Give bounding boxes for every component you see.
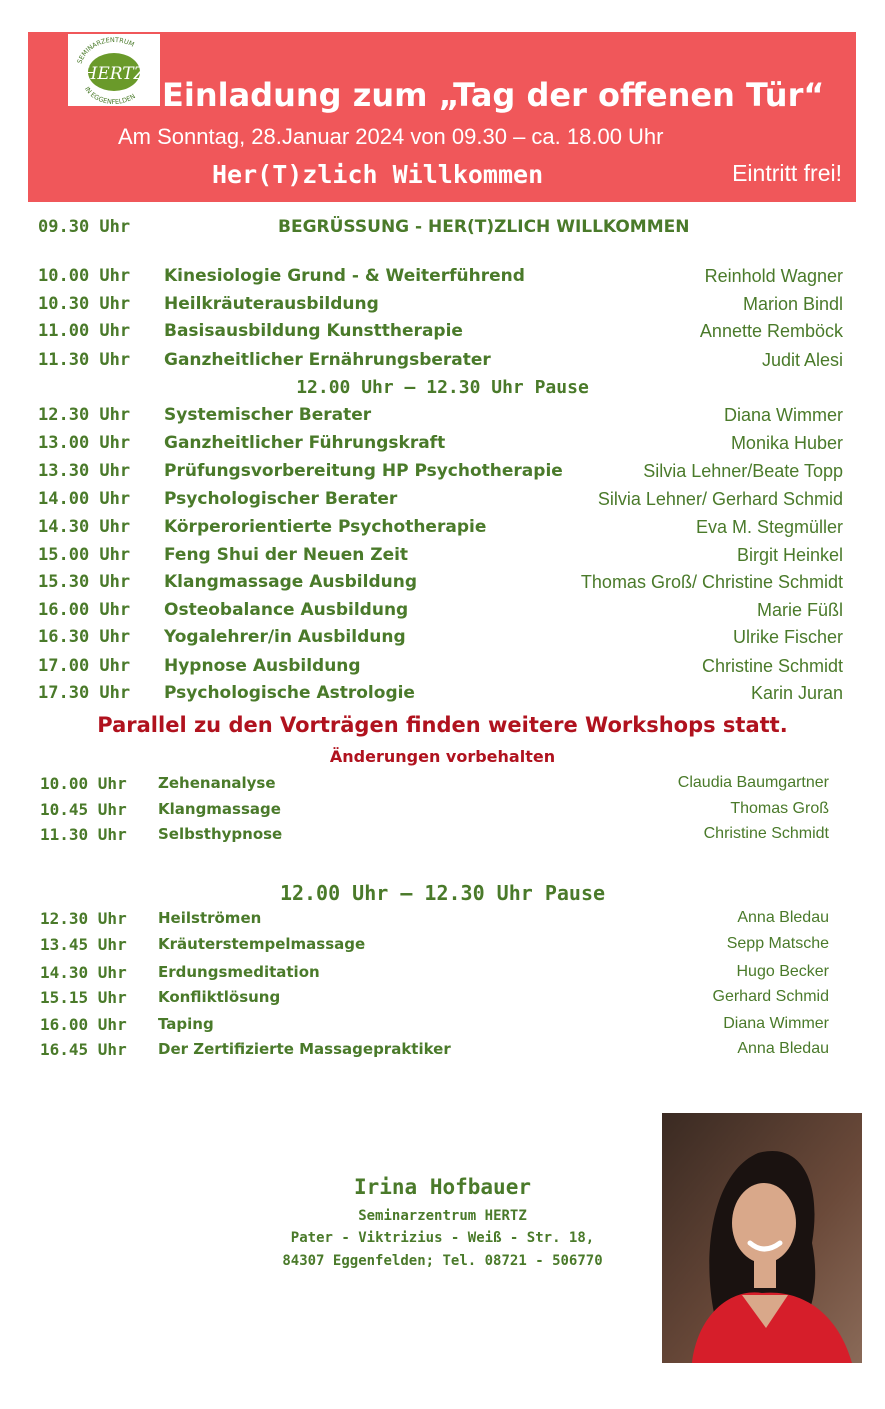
lecture-topic: Klangmassage Ausbildung — [164, 572, 417, 592]
lecture-row — [0, 517, 885, 541]
changes-reserved-note: Änderungen vorbehalten — [329, 747, 556, 766]
workshop-speaker: Anna Bledau — [737, 909, 829, 926]
lecture-topic: Prüfungsvorbereitung HP Psychotherapie — [164, 461, 563, 481]
logo-graphic — [68, 34, 160, 106]
lecture-speaker: Reinhold Wagner — [704, 266, 843, 286]
lecture-row — [0, 600, 885, 624]
lecture-time: 15.30 Uhr — [38, 572, 131, 592]
svg-text:HERTZ: HERTZ — [82, 64, 146, 84]
lecture-time: 10.30 Uhr — [38, 294, 131, 314]
lecture-time: 17.00 Uhr — [38, 656, 131, 676]
lecture-time: 14.30 Uhr — [38, 517, 131, 537]
lecture-time: 13.00 Uhr — [38, 433, 131, 453]
lecture-speaker: Monika Huber — [730, 433, 843, 453]
workshop-row — [0, 1040, 885, 1064]
contact-org: Seminarzentrum HERTZ — [358, 1208, 527, 1224]
lecture-topic: Psychologische Astrologie — [164, 683, 415, 703]
workshop-time: 11.30 Uhr — [40, 825, 127, 844]
lecture-row — [0, 405, 885, 429]
lecture-time: 17.30 Uhr — [38, 683, 131, 703]
lecture-speaker: Thomas Groß/ Christine Schmidt — [580, 572, 843, 592]
lunch-pause-lectures: 12.00 Uhr – 12.30 Uhr Pause — [296, 377, 589, 398]
greeting-text: BEGRÜSSUNG - HER(T)ZLICH WILLKOMMEN — [278, 217, 690, 237]
contact-street: Pater - Viktrizius - Weiß - Str. 18, — [290, 1230, 595, 1246]
header-banner — [28, 32, 856, 202]
lecture-speaker: Christine Schmidt — [701, 656, 843, 676]
lecture-time: 12.30 Uhr — [38, 405, 131, 425]
lecture-topic: Ganzheitlicher Führungskraft — [164, 433, 446, 453]
workshop-speaker: Gerhard Schmid — [712, 988, 829, 1005]
workshop-speaker: Thomas Groß — [730, 800, 829, 817]
workshop-speaker: Diana Wimmer — [723, 1015, 829, 1032]
contact-name: Irina Hofbauer — [353, 1175, 531, 1199]
greeting-row — [0, 217, 885, 241]
lecture-speaker: Marion Bindl — [742, 294, 843, 314]
lecture-time: 11.30 Uhr — [38, 350, 131, 370]
workshop-time: 15.15 Uhr — [40, 988, 127, 1007]
lecture-row — [0, 266, 885, 290]
lecture-row — [0, 489, 885, 513]
lecture-time: 16.30 Uhr — [38, 627, 131, 647]
lecture-speaker: Ulrike Fischer — [732, 627, 843, 647]
lecture-row — [0, 572, 885, 596]
workshop-topic: Der Zertifizierte Massagepraktiker — [158, 1040, 451, 1058]
workshop-time: 14.30 Uhr — [40, 963, 127, 982]
lecture-speaker: Annette Remböck — [699, 321, 843, 341]
lecture-topic: Psychologischer Berater — [164, 489, 398, 509]
workshop-topic: Erdungsmeditation — [158, 963, 320, 981]
invitation-title: Einladung zum „Tag der offenen Tür“ — [162, 76, 825, 114]
workshop-speaker: Anna Bledau — [737, 1040, 829, 1057]
lecture-time: 11.00 Uhr — [38, 321, 131, 341]
lecture-speaker: Silvia Lehner/Beate Topp — [643, 461, 843, 481]
lecture-row — [0, 461, 885, 485]
portrait-photo — [662, 1113, 862, 1363]
lecture-topic: Basisausbildung Kunsttherapie — [164, 321, 463, 341]
workshop-speaker: Christine Schmidt — [703, 825, 829, 842]
lecture-topic: Kinesiologie Grund - & Weiterführend — [164, 266, 525, 286]
workshop-time: 10.00 Uhr — [40, 774, 127, 793]
greeting-time: 09.30 Uhr — [38, 217, 131, 237]
parallel-workshops-note: Parallel zu den Vorträgen finden weitere Workshops statt. — [97, 713, 788, 737]
workshop-row — [0, 988, 885, 1012]
lecture-topic: Yogalehrer/in Ausbildung — [164, 627, 406, 647]
workshop-time: 16.00 Uhr — [40, 1015, 127, 1034]
workshop-row — [0, 909, 885, 933]
workshop-row — [0, 1015, 885, 1039]
lecture-time: 13.30 Uhr — [38, 461, 131, 481]
lecture-time: 10.00 Uhr — [38, 266, 131, 286]
workshop-speaker: Hugo Becker — [736, 963, 829, 980]
workshop-speaker: Claudia Baumgartner — [677, 774, 829, 791]
lecture-row — [0, 433, 885, 457]
workshop-time: 10.45 Uhr — [40, 800, 127, 819]
workshop-row — [0, 774, 885, 798]
workshop-row — [0, 825, 885, 849]
lecture-speaker: Karin Juran — [750, 683, 843, 703]
lecture-speaker: Diana Wimmer — [723, 405, 843, 425]
lecture-time: 14.00 Uhr — [38, 489, 131, 509]
workshop-row — [0, 935, 885, 959]
admission-free-text: Eintritt frei! — [732, 160, 842, 186]
lecture-topic: Feng Shui der Neuen Zeit — [164, 545, 409, 565]
workshop-topic: Selbsthypnose — [158, 825, 283, 843]
lecture-speaker: Birgit Heinkel — [736, 545, 843, 565]
lecture-time: 15.00 Uhr — [38, 545, 131, 565]
lecture-topic: Ganzheitlicher Ernährungsberater — [164, 350, 491, 370]
lecture-row — [0, 683, 885, 707]
workshop-time: 13.45 Uhr — [40, 935, 127, 954]
lecture-time: 16.00 Uhr — [38, 600, 131, 620]
workshop-topic: Zehenanalyse — [158, 774, 276, 792]
workshop-row — [0, 963, 885, 987]
workshop-topic: Taping — [158, 1015, 214, 1033]
workshop-time: 12.30 Uhr — [40, 909, 127, 928]
lecture-row — [0, 627, 885, 651]
hertz-logo — [68, 34, 160, 106]
lunch-pause-workshops: 12.00 Uhr – 12.30 Uhr Pause — [279, 881, 606, 905]
svg-text:SEMINARZENTRUM: SEMINARZENTRUM — [75, 35, 136, 65]
lecture-row — [0, 294, 885, 318]
workshop-topic: Kräuterstempelmassage — [158, 935, 366, 953]
lecture-topic: Systemischer Berater — [164, 405, 372, 425]
workshop-row — [0, 800, 885, 824]
lecture-speaker: Marie Füßl — [756, 600, 843, 620]
lecture-row — [0, 350, 885, 374]
workshop-topic: Konfliktlösung — [158, 988, 281, 1006]
workshop-topic: Klangmassage — [158, 800, 281, 818]
lecture-topic: Körperorientierte Psychotherapie — [164, 517, 487, 537]
workshop-topic: Heilströmen — [158, 909, 262, 927]
lecture-topic: Hypnose Ausbildung — [164, 656, 361, 676]
lecture-speaker: Judit Alesi — [761, 350, 843, 370]
workshop-time: 16.45 Uhr — [40, 1040, 127, 1059]
lecture-row — [0, 321, 885, 345]
welcome-text: Her(T)zlich Willkommen — [212, 160, 544, 189]
lecture-row — [0, 545, 885, 569]
lecture-topic: Heilkräuterausbildung — [164, 294, 379, 314]
lecture-topic: Osteobalance Ausbildung — [164, 600, 409, 620]
event-date-line: Am Sonntag, 28.Januar 2024 von 09.30 – ca. 18.00 Uhr — [118, 124, 664, 149]
lecture-speaker: Silvia Lehner/ Gerhard Schmid — [597, 489, 843, 509]
lecture-row — [0, 656, 885, 680]
workshop-speaker: Sepp Matsche — [726, 935, 829, 952]
contact-city-phone: 84307 Eggenfelden; Tel. 08721 - 506770 — [282, 1253, 603, 1269]
svg-text:IN EGGENFELDEN: IN EGGENFELDEN — [82, 85, 137, 106]
lecture-speaker: Eva M. Stegmüller — [695, 517, 843, 537]
